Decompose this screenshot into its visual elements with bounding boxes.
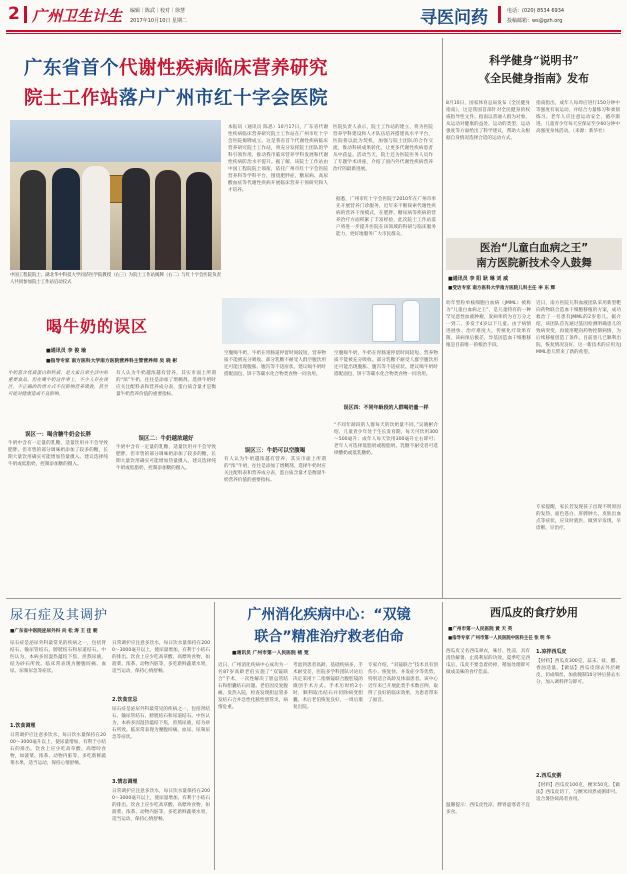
urinary-headline: 尿石症及其调护	[10, 608, 109, 623]
milk-splash	[242, 302, 312, 340]
watermelon-expert-line: ■指导专家 广州市第一人民医院中医科主任 张 明 华	[448, 636, 551, 641]
rare-headline-2: 南方医院新技术令人鼓舞	[476, 257, 592, 269]
watermelon-story	[446, 602, 622, 870]
milk-sub4: 误区四：不同年龄段的人群喝奶量一样	[343, 405, 429, 411]
lead-headline-line2	[24, 84, 328, 110]
digestive-author-line: ■通讯员 广州市第一人民医院 褚 宽	[232, 651, 309, 656]
science-body-col2: 指南指出，成年人每周应进行150分钟中等强度有氧运动，并结合力量练习和柔韧练习。老年人应注意运动安全，循序渐进。儿童青少年每天应保证至少60分钟中高强度身体活动。（来源：新华社）	[536, 101, 620, 134]
bottom-divider-1	[214, 602, 215, 870]
digestive-headline-2: 联合”精准治疗救老伯命	[254, 629, 404, 645]
lead-body-col1: 本报讯（通讯员 陈思）10月17日，广东省代谢性疾病临床营养研究院士工作站在广州市红十字会医院揭牌成立。这是我省首个代谢性疾病临床营养研究院士工作站，将充分发挥院士团队的学科引领作用，推动我市临床营养学科发展和代谢性疾病防治水平提升。据了解，该院士工作站由中国工程院院士领衔，依托广州市红十字会医院营养科等学科平台，围绕肥胖症、糖尿病、高尿酸血症等代谢性疾病开展临床营养干预研究和人才培养。	[228, 125, 328, 193]
watermelon-author-line: ■广州市第一人民医院 黄 天 英	[448, 627, 513, 632]
milk-body-col4: “不同年龄段的人群每天的饮奶量不同。”吴晓彬介绍，儿童青少年处于生长发育期，每天可饮用300～500毫升；成年人每天饮用300毫升左右即可；老年人可选择低脂奶或脱脂奶。乳糖不耐受者可选择酸奶或低乳糖奶。	[334, 423, 438, 456]
rare-author-line: ■通讯员 李 阳 耿 琳 刘 威	[448, 276, 509, 282]
lead-body-col2: 医院负责人表示，院士工作站的建立，将为医院营养学科建设和人才队伍培养搭建高水平平台，医院将以此为契机，加强与院士团队的合作交流，推动科研成果转化，让更多代谢性疾病患者从中获益。活动当天，院士还为医院医务人员作了专题学术讲座，介绍了国内外代谢性疾病营养治疗的最新进展。	[333, 125, 433, 172]
milk-bottle	[402, 300, 420, 342]
lead-headline-2b: 落户广州市红十字会医院	[119, 88, 329, 109]
lead-headline-2a: 院士工作站	[24, 88, 120, 109]
science-headline-1: 科学健身“说明书”	[489, 54, 579, 67]
milk-author-line: ■通讯员 李 俊 瑜	[46, 348, 86, 354]
milk-sub2: 误区二：牛奶越浓越好	[138, 436, 194, 442]
milk-body-col3b: 有人认为牛奶越浓越有营养，其实市面上所谓的“浓”牛奶，往往是添加了增稠剂。选择牛奶时应关注配料表和营养成分表，蛋白质含量才是衡量牛奶营养价值的重要指标。	[224, 457, 326, 483]
urinary-body-col1: 尿石症是泌尿外科最常见的疾病之一，包括肾结石、输尿管结石、膀胱结石和尿道结石。中医认为，本病多因湿热蕴结下焦，煎熬尿液，结为砂石所致。临床常表现为腰腹绞痛、血尿、尿频尿急等症状。	[10, 641, 106, 674]
page-number: 2	[8, 4, 20, 24]
photo-person-1	[20, 170, 46, 270]
rare-headline-banner	[446, 238, 622, 270]
milk-photo	[222, 298, 440, 344]
milk-story	[6, 298, 440, 598]
milk-expert-line: ■指导专家 南方医科大学南方医院营养科主管营养师 吴 晓 彬	[46, 359, 178, 364]
urinary-body-col1b: 日常调护应注意多饮水，每日饮水量保持在2000～3000毫升以上，使尿量增加，有利于小结石的排出。饮食上应少吃高草酸、高嘌呤食物，如菠菜、浓茶、动物内脏等，多吃新鲜蔬菜水果，适当运动，保持心情舒畅。	[10, 733, 106, 766]
lead-body-col3: 据悉，广州市红十字会医院于2010年在广州市率先开展营养门诊服务，近年来不断探索代谢性疾病的营养干预模式，在肥胖、糖尿病等疾病的营养治疗方面积累了丰富经验，此次院士工作站落户将进一步提升医院在该领域的科研与临床服务能力，更好地服务广大市民群众。	[336, 197, 436, 237]
rare-body-col1: 幼年型粒单核细胞白血病（JMML）被称为“儿童白血病之王”，是儿童特有的一种罕见恶性血液肿瘤，发病率约为百万分之一到二，多发于4岁以下儿童。由于病情进展快、治疗难度大，传统化疗效果有限，该病预后极差，异基因造血干细胞移植是目前唯一的根治手段。	[446, 301, 531, 348]
milk-sub1: 误区一：喝含糖牛奶会长胖	[24, 432, 91, 438]
urinary-body-col2c: 日常调护应注意多饮水，每日饮水量保持在2000～3000毫升以上，使尿量增加，有利于小结石的排出。饮食上应少吃高草酸、高嘌呤食物，如菠菜、浓茶、动物内脏等，多吃新鲜蔬菜水果，适当运动，保持心情舒畅。	[112, 789, 210, 822]
recipe1-body: 【材料】西瓜皮300克，蒜末、盐、醋、香油适量。【做法】西瓜皮削去外层硬皮，切成细丝，加盐腌制10分钟后挤去水分，加入调料拌匀即可。	[536, 659, 620, 685]
milk-body-col2a: 有人认为牛奶越浓越有营养，其实市面上所谓的“浓”牛奶，往往是添加了增稠剂。选择牛奶时应关注配料表和营养成分表，蛋白质含量才是衡量牛奶营养价值的重要指标。	[116, 371, 216, 397]
urinary-story	[6, 602, 212, 870]
masthead-meta-1: 编辑｜陈武｜校对｜徐慧	[130, 8, 186, 14]
bottom-divider-2	[442, 602, 443, 870]
milk-body-col2b: 牛奶中含有一定量的乳糖，适量饮用并不会导致肥胖。但市售的部分调味奶添加了较多的糖，长期大量饮用确实可能增加热量摄入。建议选择纯牛奶或低脂奶，控制添加糖的摄入。	[116, 445, 216, 471]
recipe2-body: 【材料】西瓜皮100克，粳米50克。【做法】西瓜皮切丁，与粳米同煮成粥即可。适合暑热烦渴者食用。	[536, 783, 620, 802]
watermelon-tip: 温馨提示：西瓜皮性凉，脾胃虚寒者不宜多食。	[446, 803, 530, 815]
milk-sub3: 误区三：牛奶可以空腹喝	[244, 448, 306, 454]
urinary-sub2: 2.饮食宜忌	[112, 697, 138, 703]
digestive-body-col3: 专家介绍，“双镜联合”技术具有创伤小、恢复快、并发症少等优势，特别适合高龄及体弱患者。该中心近年来已开展此类手术数百例，取得了良好的临床效果，为患者带来了福音。	[368, 663, 438, 703]
watermelon-headline: 西瓜皮的食疗妙用	[490, 606, 578, 619]
paper-name: 广州卫生计生	[32, 7, 123, 25]
contact-line-1: 电话：(020) 8534 6934	[507, 8, 565, 14]
rare-headline-1: 医治“儿童白血病之王”	[479, 242, 589, 254]
photo-person-4	[122, 168, 150, 270]
photo-backdrop-banner	[10, 120, 221, 162]
rare-disease-story	[446, 238, 622, 598]
milk-glass	[372, 304, 396, 342]
photo-person-2	[52, 168, 80, 270]
lead-headline-1a: 广东省首个	[24, 58, 120, 79]
recipe2-title: 2.西瓜皮粥	[536, 773, 562, 779]
urinary-body-col2b: 尿石症是泌尿外科最常见的疾病之一，包括肾结石、输尿管结石、膀胱结石和尿道结石。中医认为，本病多因湿热蕴结下焦，煎熬尿液，结为砂石所致。临床常表现为腰腹绞痛、血尿、尿频尿急等症状。	[112, 707, 210, 740]
masthead-bar-right	[498, 6, 501, 23]
milk-body-col4a: 空腹喝牛奶，牛奶在胃肠道停留时间较短，营养物质不能被充分吸收。部分乳糖不耐受人群空腹饮用还可能出现腹胀、腹泻等不适症状。建议喝牛奶时搭配面包、饼干等碳水化合物类食物一同食用。	[334, 351, 438, 377]
urinary-author-line: ■广东省中医院泌尿外科 向 松 涛 王 佳 朝	[10, 629, 98, 634]
lead-photo	[10, 120, 221, 270]
digestive-headline-1: 广州消化疾病中心：“双镜	[247, 607, 411, 623]
rare-expert-line: ■受访专家 南方医科大学南方医院儿科主任 李 东 辉	[448, 286, 556, 291]
bottom-section-rule	[6, 598, 621, 599]
lead-headline-1b: 代谢性疾病临床营养研究	[119, 58, 329, 79]
masthead-rule-thin	[6, 33, 621, 34]
masthead-meta-2: 2017年10月10日 星期二	[130, 18, 188, 24]
section-title: 寻医问药	[420, 8, 488, 28]
lead-headline-line1	[24, 54, 328, 80]
contact-line-2: 投稿邮箱：ws@gzh.org	[507, 18, 563, 24]
masthead-rule	[6, 30, 621, 32]
milk-body-col1: 牛奶中含有一定量的乳糖，适量饮用并不会导致肥胖。但市售的部分调味奶添加了较多的糖，长期大量饮用确实可能增加热量摄入。建议选择纯牛奶或低脂奶，控制添加糖的摄入。	[8, 441, 108, 467]
watermelon-body: 西瓜皮又名西瓜翠衣，味甘、性凉，具有清热解暑、止渴利尿的功效。夏季吃完西瓜后，瓜皮不要急着扔掉，稍加处理即可做成美味的食疗佳品。	[446, 649, 530, 675]
recipe1-title: 1.凉拌西瓜皮	[536, 649, 567, 655]
science-body-col1: 8月10日，国家体育总局发布《全民健身指南》，这是我国首部针对全民健身的权威指导性文件。指南以普通人群为对象，从运动对健康的益处、运动的类型、运动强度等方面给出了科学建议，帮助大众根据自身情况选择合适的运动方式。	[446, 101, 530, 141]
masthead-bar-left	[24, 6, 27, 23]
masthead	[0, 0, 627, 38]
milk-intro: 牛奶富含优质蛋白和钙质，是大家日常生活中的重要食品。但在喝牛奶这件事上，不少人存在误区，不正确的饮用方式不仅影响营养吸收，甚至可能对健康造成不良影响。	[8, 371, 108, 397]
photo-person-5	[155, 170, 181, 270]
digestive-story	[218, 602, 440, 870]
milk-headline: 喝牛奶的误区	[46, 317, 149, 336]
urinary-sub1: 1.饮食调理	[10, 723, 36, 729]
urinary-body-col2a: 日常调护应注意多饮水，每日饮水量保持在2000～3000毫升以上，使尿量增加，有利于小结石的排出。饮食上应少吃高草酸、高嘌呤食物，如菠菜、浓茶、动物内脏等，多吃新鲜蔬菜水果，适当运动，保持心情舒畅。	[112, 641, 210, 674]
urinary-sub3: 3.情志调理	[112, 779, 138, 785]
digestive-body-col2: 考虑到患者高龄、基础疾病多，手术耐受差，医院多学科团队讨论后决定采用十二指肠镜联合腹腔镜的微创手术方式。手术历时约2小时，顺利取出结石并切除病变胆囊。术后老伯恢复良好，一周后康复出院。	[293, 663, 363, 710]
rare-body-col3: 专家提醒，家长若发现孩子出现不明原因的发热、面色苍白、肝脾肿大、皮肤出血点等症状，应及时就医，做到早发现、早诊断、早治疗。	[536, 505, 621, 531]
lead-photo-caption: 中国工程院院士、湖北华中科技大学同济医学院教授（右三）为院士工作站揭牌（右二）与红十字会医院负责人共同参加院士工作站启动仪式	[10, 273, 221, 285]
column-divider-right	[442, 38, 443, 598]
photo-person-3	[82, 166, 110, 270]
science-story	[446, 38, 622, 234]
science-headline-2: 《全民健身指南》发布	[479, 72, 589, 85]
digestive-body-col1: 近日，广州消化疾病中心成功为一名87岁高龄老伯实施了“双镜联合”手术，一次性解决了胆总管结石和胆囊结石问题。老伯因反复腹痛、发热入院，检查发现胆总管多发结石合并急性化脓性胆管炎，病情危重。	[218, 663, 288, 710]
milk-body-col3: 空腹喝牛奶，牛奶在胃肠道停留时间较短，营养物质不能被充分吸收。部分乳糖不耐受人群空腹饮用还可能出现腹胀、腹泻等不适症状。建议喝牛奶时搭配面包、饼干等碳水化合物类食物一同食用。	[224, 351, 326, 377]
photo-person-6	[186, 172, 212, 270]
rare-body-col2: 近日，南方医院儿科血液团队采用新型靶向药物联合造血干细胞移植的方案，成功救治了一名患有JMML的2岁患儿。据介绍，该团队首先通过基因检测明确患儿的致病突变，再使用靶向药物控制病情，为后续移植创造了条件。目前患儿已顺利出院，恢复情况良好，这一新技术的应用为JMML患儿带来了新的希望。	[536, 301, 621, 355]
